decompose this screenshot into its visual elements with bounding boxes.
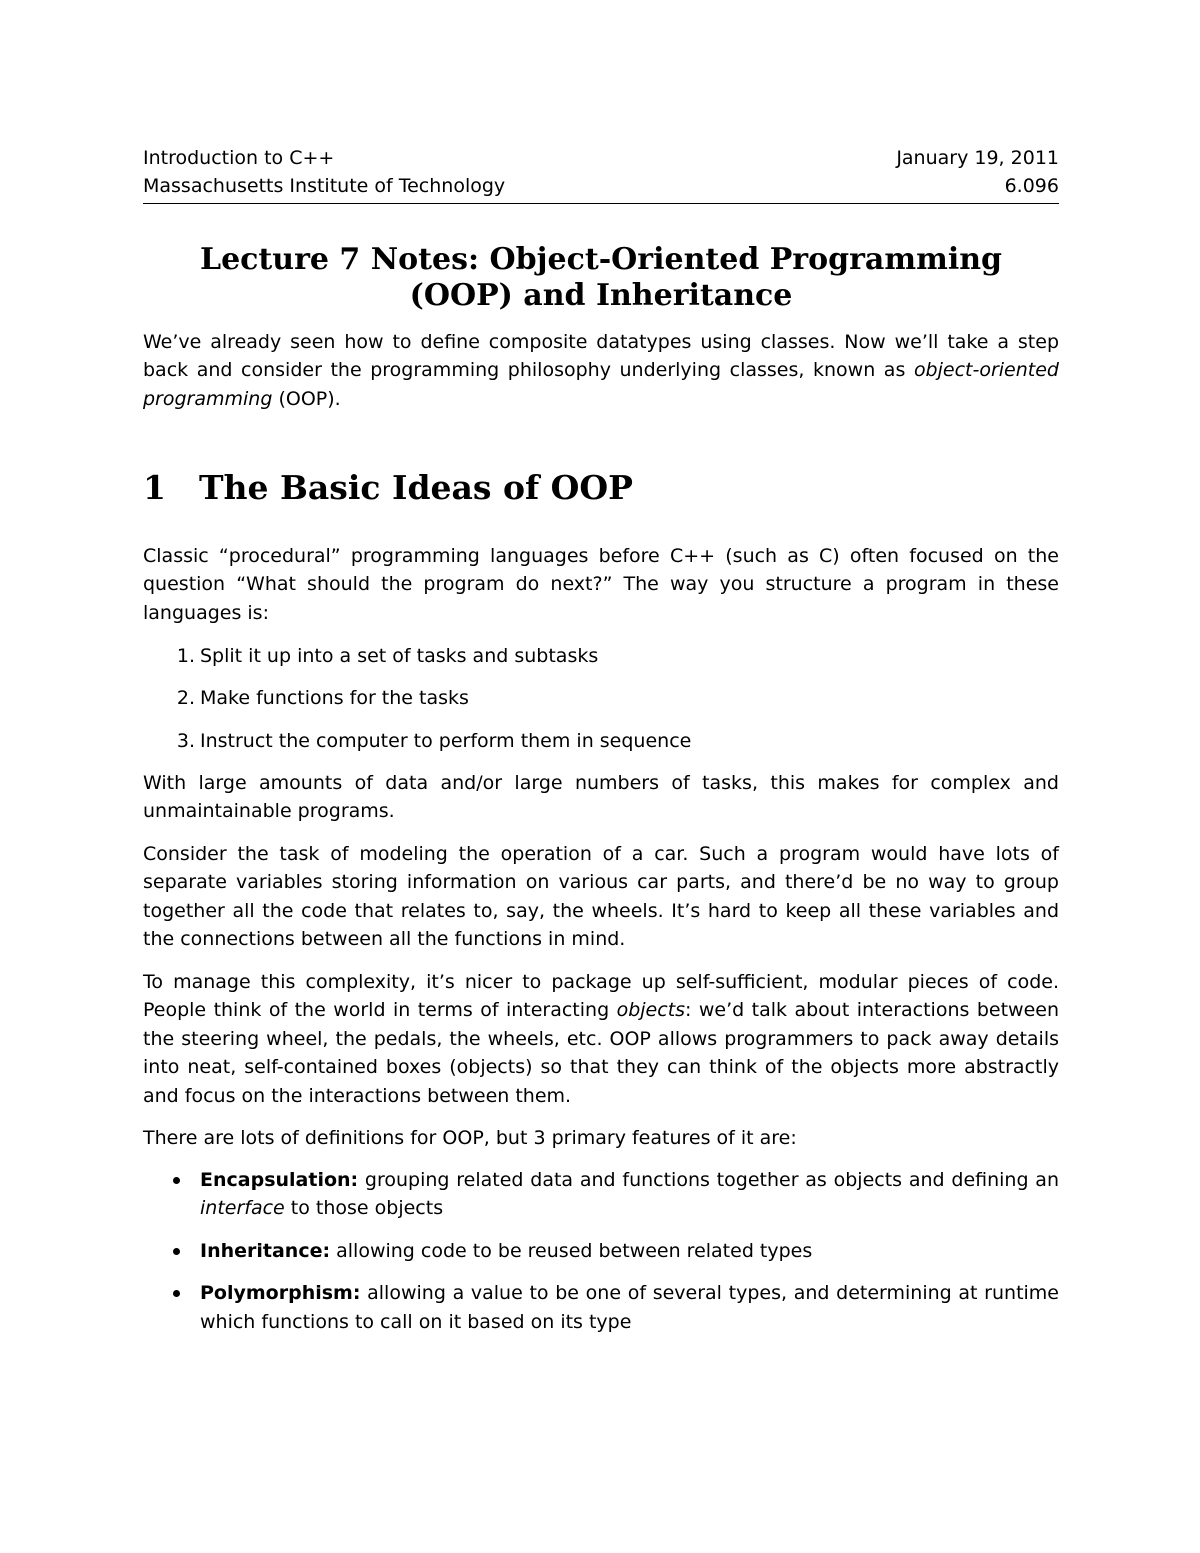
section-number: 1 xyxy=(143,468,166,507)
course-title: Introduction to C++ xyxy=(143,147,335,169)
feature-term: Polymorphism: xyxy=(200,1282,361,1305)
complexity-paragraph: With large amounts of data and/or large numbers of tasks, this makes for complex and unmaintainable programs. xyxy=(143,772,1059,823)
header-row-2 xyxy=(143,172,1059,200)
objects-emphasis: objects xyxy=(616,999,686,1022)
feature-term: Inheritance: xyxy=(200,1239,331,1262)
lecture-title-line-2: (OOP) and Inheritance xyxy=(409,278,793,313)
lecture-date: January 19, 2011 xyxy=(896,147,1059,169)
list-item xyxy=(143,642,1059,670)
section-1-heading xyxy=(143,468,1059,508)
feature-description: allowing code to be reused between related types xyxy=(330,1239,813,1262)
page-header xyxy=(143,144,1059,200)
objects-text-end: : we’d talk about interactions between the steering wheel, the pedals, the wheels, etc. OOP allows programmers to pack away details into neat, self-contained boxes (objects) so that they can think of the objects more abstractly and focus on the interactions between them. xyxy=(143,999,1059,1107)
feature-description: allowing a value to be one of several types, and determining at runtime which functions to call on it based on its type xyxy=(200,1282,1059,1333)
list-marker: 1. xyxy=(176,645,195,667)
objects-text-start: To manage this complexity, it’s nicer to package up self-sufficient, modular pieces of code. People think of the world in terms of interacting xyxy=(143,971,1059,1022)
institution-name: Massachusetts Institute of Technology xyxy=(143,175,506,197)
header-divider xyxy=(143,203,1059,204)
procedural-steps-list xyxy=(143,642,1059,755)
feature-description: grouping related data and functions together as objects and defining an xyxy=(358,1169,1059,1191)
feature-emphasis: interface xyxy=(200,1197,285,1220)
car-example-paragraph: Consider the task of modeling the operation of a car. Such a program would have lots of separate variables storing information on various car parts, and there’d be no way to group together all the code that relates to, say, the wheels. It’s hard to keep all these variables and the connections between all the functions in mind. xyxy=(143,843,1059,951)
list-item xyxy=(143,1279,1059,1336)
procedural-paragraph: Classic “procedural” programming languages before C++ (such as C) often focused on the question “What should the program do next?” The way you structure a program in these languages is: xyxy=(143,545,1059,624)
course-number: 6.096 xyxy=(1004,175,1059,197)
list-item-text: Split it up into a set of tasks and subtasks xyxy=(200,645,599,667)
intro-text-end: (OOP). xyxy=(272,387,341,410)
header-row-1 xyxy=(143,144,1059,172)
bullet-icon xyxy=(173,1248,180,1255)
intro-emphasis: object-oriented programming xyxy=(143,359,1059,410)
objects-paragraph xyxy=(143,968,1059,1110)
feature-term: Encapsulation: xyxy=(200,1169,359,1191)
oop-features-list xyxy=(143,1166,1059,1336)
list-item xyxy=(143,684,1059,712)
list-item xyxy=(143,1237,1059,1265)
list-item xyxy=(143,727,1059,755)
bullet-icon xyxy=(173,1290,180,1297)
lecture-title-line-1: Lecture 7 Notes: Object-Oriented Programming xyxy=(199,242,1003,277)
section-title: The Basic Ideas of OOP xyxy=(199,468,633,507)
features-intro-paragraph: There are lots of definitions for OOP, but 3 primary features of it are: xyxy=(143,1127,797,1149)
list-item-text: Instruct the computer to perform them in sequence xyxy=(200,729,692,752)
list-marker: 2. xyxy=(176,687,195,710)
list-item xyxy=(143,1166,1059,1223)
list-item-text: Make functions for the tasks xyxy=(200,687,469,710)
list-marker: 3. xyxy=(176,729,195,752)
lecture-title xyxy=(143,242,1059,314)
intro-text-start: We’ve already seen how to define composite datatypes using classes. Now we’ll take a step back and consider the programming philosophy underlying classes, known as xyxy=(143,331,1059,382)
intro-paragraph xyxy=(143,328,1059,413)
feature-description-end: to those objects xyxy=(284,1197,444,1220)
bullet-icon xyxy=(173,1177,180,1184)
